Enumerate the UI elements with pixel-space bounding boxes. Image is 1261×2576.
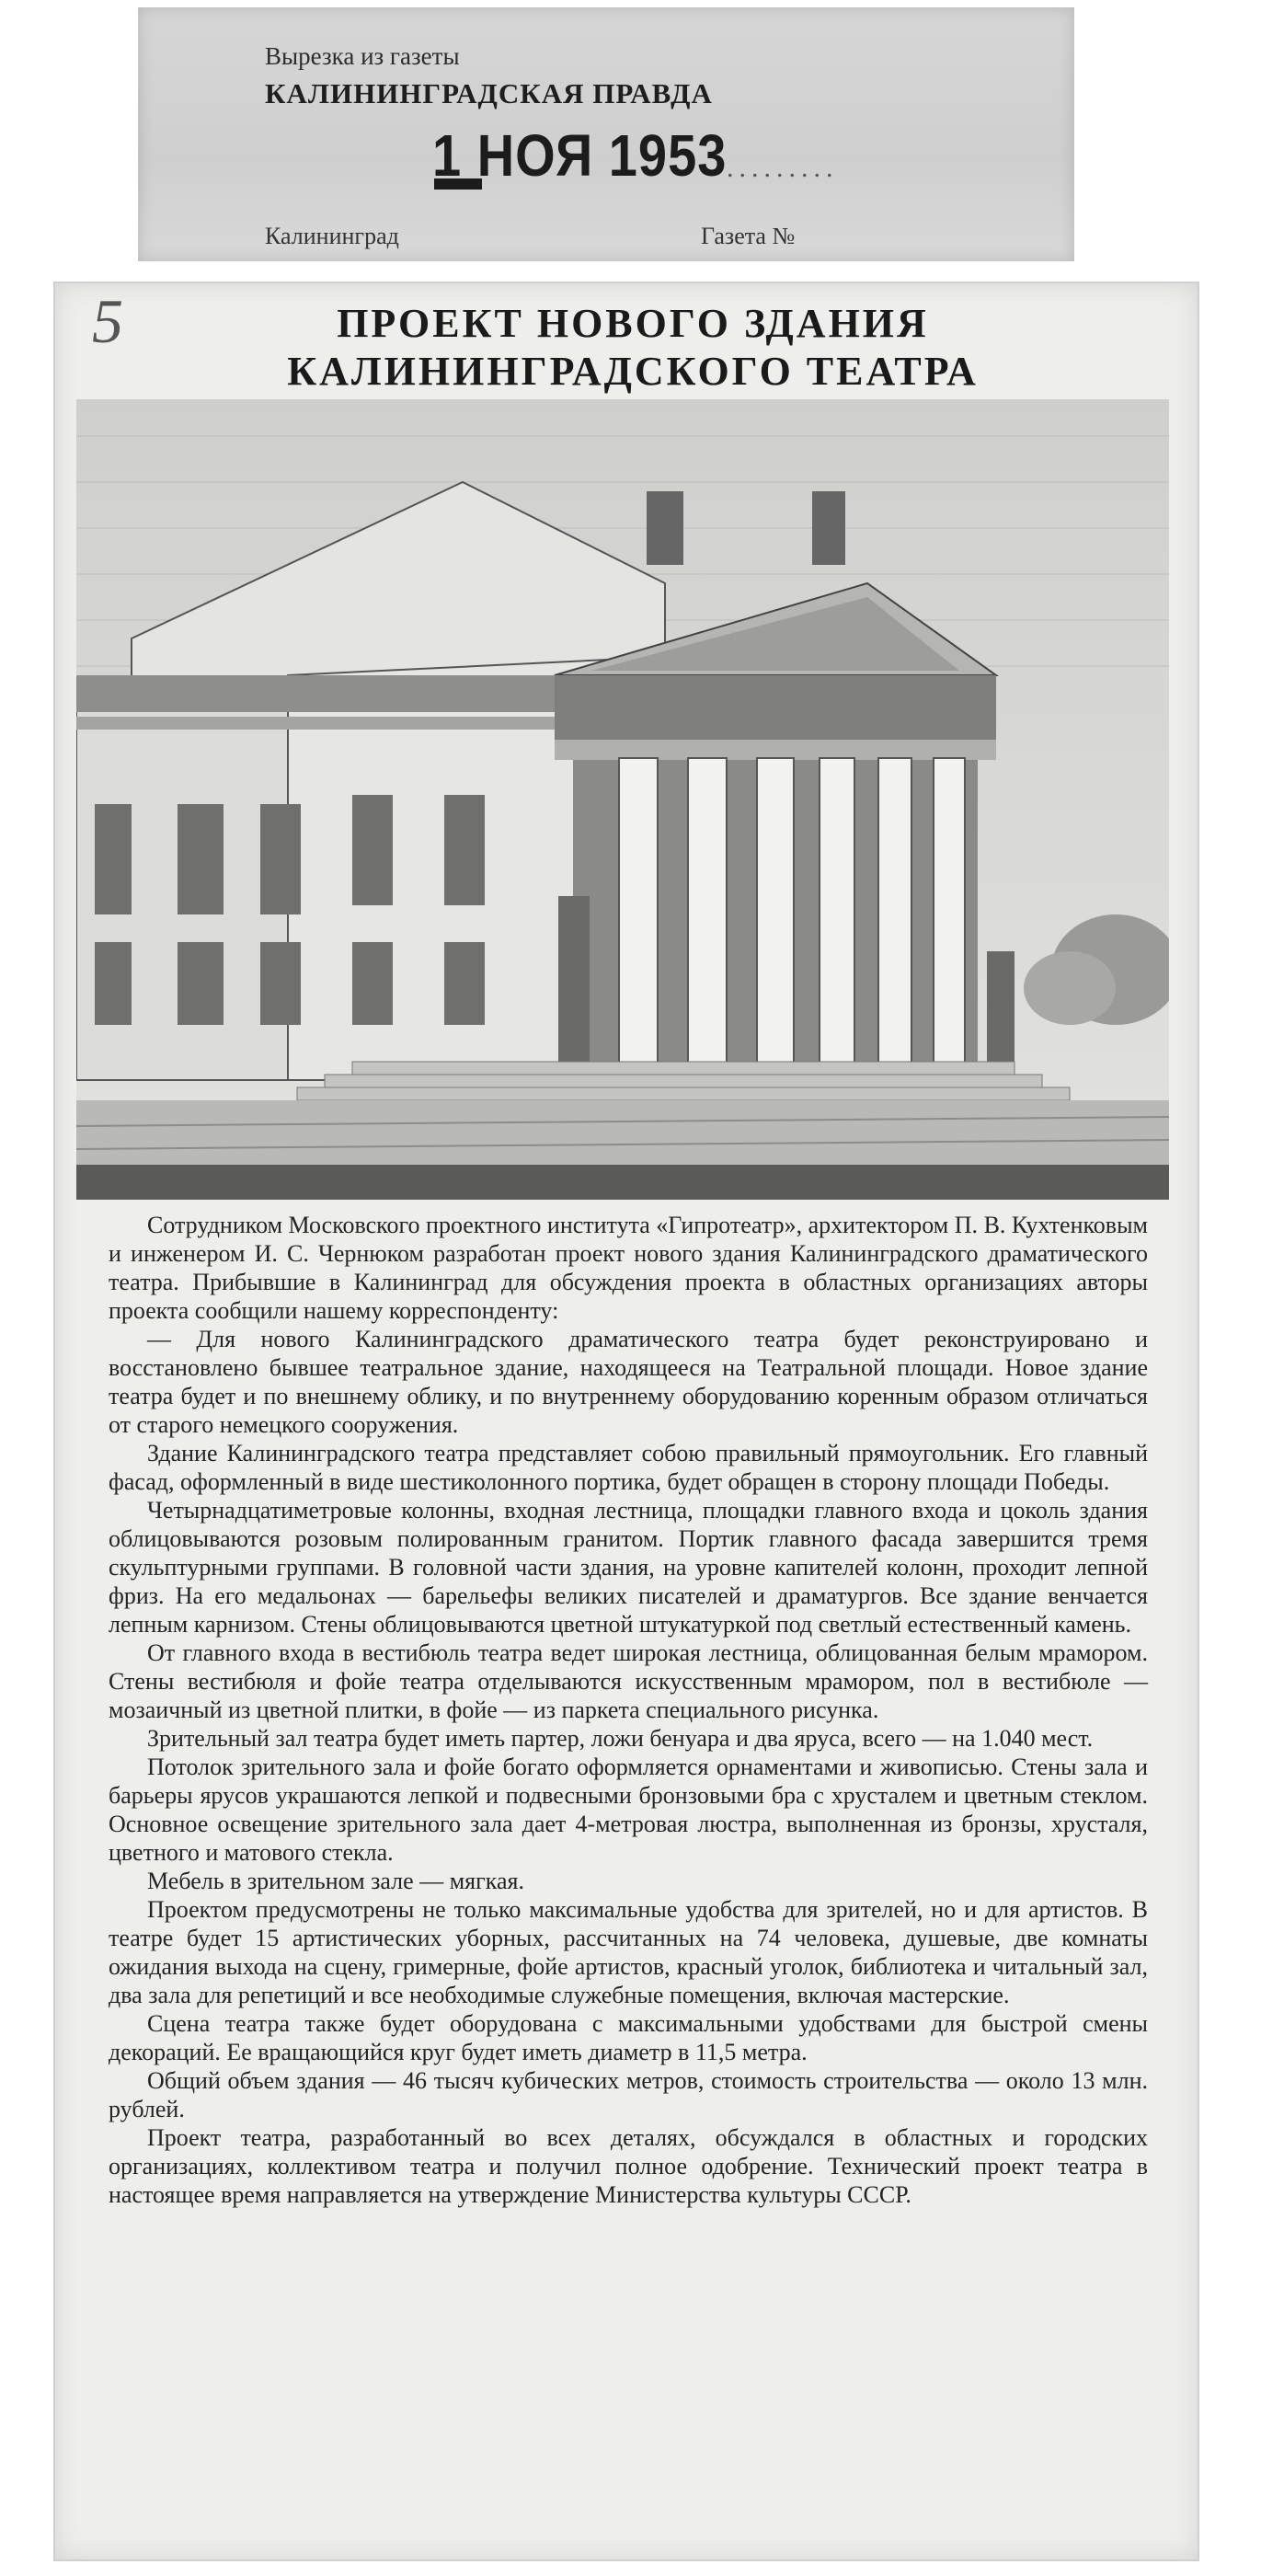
article-paragraph: Проектом предусмотрены не только максимальные удобства для зрителей, но и для артистов. В театре будет 15 артистических уборных, рассчитанных на 74 человека, душевые, две комнаты ожидания выхода на сцену, гримерные, фойе артистов, красный уголок, библиотека и читальный зал, два зала для репетиций и все необходимые служебные помещения, включая мастерские. (109, 1896, 1148, 2008)
article-paragraph: От главного входа в вестибюль театра ведет широкая лестница, облицованная белым мрамором. Стены вестибюля и фойе театра отделываются искусственным мрамором, пол в вестибюле — мозаичный из цветной плитки, в фойе — из паркета специального рисунка. (109, 1639, 1148, 1723)
article-paragraph: Проект театра, разработанный во всех деталях, обсуждался в областных и городских организациях, коллективом театра и получил полное одобрение. Технический проект театра в настоящее время направляется на утверждение Министерства культуры СССР. (109, 2124, 1148, 2208)
date-stamp: 1 НОЯ 1953 (432, 121, 728, 189)
headline-line-1: ПРОЕКТ НОВОГО ЗДАНИЯ (337, 301, 929, 346)
article-paragraph: Мебель в зрительном зале — мягкая. (147, 1868, 525, 1894)
newspaper-name: КАЛИНИНГРАДСКАЯ ПРАВДА (265, 77, 713, 109)
newspaper-clipping (53, 282, 1199, 2561)
city-label: Калининград (265, 223, 399, 249)
article-paragraph: Зрительный зал театра будет иметь партер, ложи бенуара и два яруса, всего — на 1.040 мест. (147, 1725, 1094, 1752)
article-paragraph: Сцена театра также будет оборудована с максимальными удобствами для быстрой смены декораций. Ее вращающийся круг будет иметь диаметр в 11,5 метра. (109, 2010, 1148, 2065)
theatre-building-illustration (76, 399, 1169, 1200)
article-paragraph: Потолок зрительного зала и фойе богато оформляется орнаментами и живописью. Стены зала и барьеры ярусов украшаются лепкой и подвесными бронзовыми бра с хрусталем и цветным стеклом. Основное освещение зрительного зала дает 4-метровая люстра, выполненная из бронзы, хрусталя, цветного и матового стекла. (109, 1754, 1148, 1866)
handwritten-mark: 5 (92, 286, 123, 356)
article-body (109, 1211, 1148, 2209)
article-paragraph: — Для нового Калининградского драматического театра будет реконструировано и восстановлено бывшее театральное здание, находящееся на Театральной площади. Новое здание театра будет и по внешнему облику, и по внутреннему оборудованию коренным образом отличаться от старого немецкого сооружения. (109, 1326, 1148, 1438)
article-paragraph: Здание Калининградского театра представляет собою правильный прямоугольник. Его главный фасад, оформленный в виде шестиколонного портика, будет обращен в сторону площади Победы. (109, 1440, 1148, 1495)
headline-line-2: КАЛИНИНГРАДСКОГО ТЕАТРА (287, 349, 979, 394)
gazeta-number-label: Газета № (701, 223, 796, 249)
clipping-label-slip (138, 7, 1074, 261)
dotted-line: ......... (727, 153, 839, 183)
article-paragraph: Сотрудником Московского проектного института «Гипротеатр», архитектором П. В. Кухтенковым и инженером И. С. Чернюком разработан проект нового здания Калининградского драматического театра. Прибывшие в Калининград для обсуждения проекта в областных организациях авторы проекта сообщили нашему корреспонденту: (109, 1212, 1148, 1324)
article-paragraph: Общий объем здания — 46 тысяч кубических метров, стоимость строительства — около 13 млн. рублей. (109, 2067, 1148, 2122)
clipping-label-title: Вырезка из газеты (265, 42, 460, 70)
article-paragraph: Четырнадцатиметровые колонны, входная лестница, площадки главного входа и цоколь здания облицовываются розовым полированным гранитом. Портик главного фасада завершится тремя скульптурными группами. В головной части здания, на уровне капителей колонн, проходит лепной фриз. На его медальонах — барельефы великих писателей и драматургов. Все здание венчается лепным карнизом. Стены облицовываются цветной штукатуркой под светлый естественный камень. (109, 1497, 1148, 1638)
